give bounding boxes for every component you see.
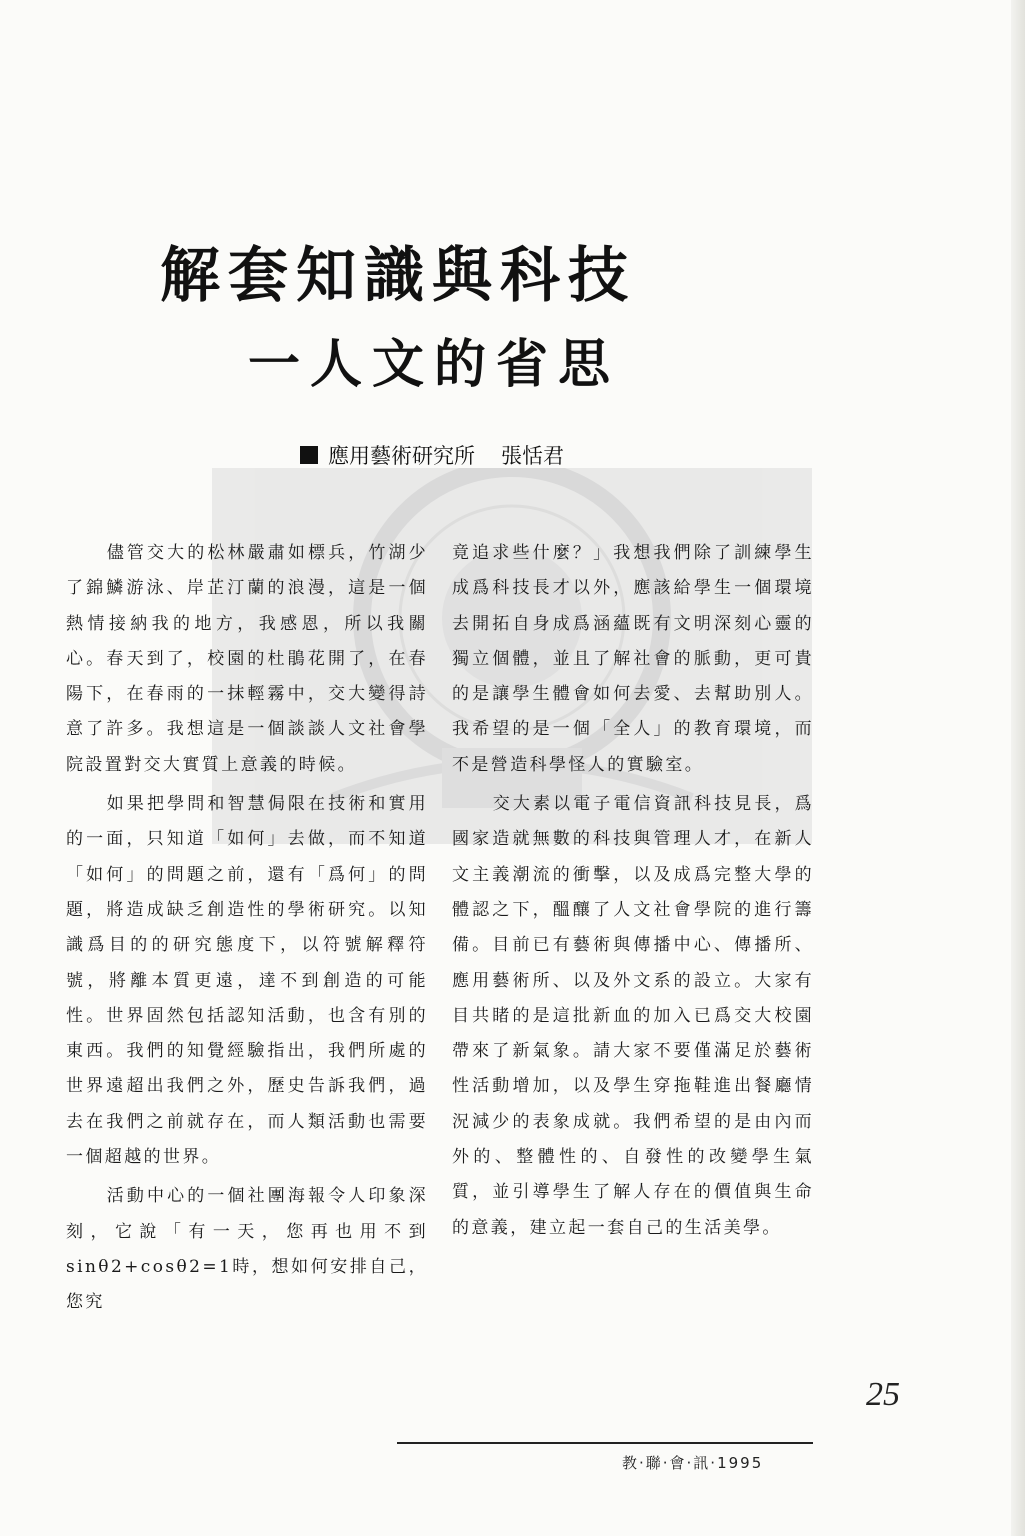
page-edge-shadow (1011, 0, 1025, 1536)
left-column (66, 536, 428, 1321)
page-number: 25 (866, 1376, 900, 1413)
paragraph: 竟追求些什麼？」我想我們除了訓練學生成爲科技長才以外，應該給學生一個環境去開拓自身成爲涵蘊既有文明深刻心靈的獨立個體，並且了解社會的脈動，更可貴的是讓學生體會如何去愛、去幫助別人。我希望的是一個「全人」的教育環境，而不是營造科學怪人的實驗室。 (452, 543, 814, 775)
footer-publication: 教‧聯‧會‧訊‧1995 (622, 1454, 764, 1472)
paragraph: 如果把學問和智慧侷限在技術和實用的一面，只知道「如何」去做，而不知道「如何」的問題之前，還有「爲何」的問題，將造成缺乏創造性的學術研究。以知識爲目的的研究態度下，以符號解釋符號，將離本質更遠，達不到創造的可能性。世界固然包括認知活動，也含有別的東西。我們的知覺經驗指出，我們所處的世界遠超出我們之外，歷史告訴我們，過去在我們之前就存在，而人類活動也需要一個超越的世界。 (66, 794, 428, 1168)
article-subtitle: 一人文的省思 (248, 334, 621, 395)
paragraph: 活動中心的一個社團海報令人印象深刻，它說「有一天，您再也用不到sinθ2+cosθ2=1時，想如何安排自己，您究 (66, 1186, 428, 1313)
article-title: 解套知識與科技 (160, 241, 636, 311)
right-column (452, 536, 814, 1246)
byline-department: 應用藝術研究所 (328, 444, 475, 468)
byline-author: 張恬君 (501, 444, 564, 468)
byline (300, 440, 700, 470)
paragraph: 儘管交大的松林嚴肅如標兵，竹湖少了錦鱗游泳、岸芷汀蘭的浪漫，這是一個熱情接納我的地方，我感恩，所以我關心。春天到了，校園的杜鵑花開了，在春陽下，在春雨的一抹輕霧中，交大變得詩意了許多。我想這是一個談談人文社會學院設置對交大實質上意義的時候。 (66, 543, 428, 775)
black-square-icon (300, 446, 318, 464)
paragraph: 交大素以電子電信資訊科技見長，爲國家造就無數的科技與管理人才，在新人文主義潮流的衝擊，以及成爲完整大學的體認之下，醞釀了人文社會學院的進行籌備。目前已有藝術與傳播中心、傳播所、應用藝術所、以及外文系的設立。大家有目共睹的是這批新血的加入已爲交大校園帶來了新氣象。請大家不要僅滿足於藝術性活動增加，以及學生穿拖鞋進出餐廳情況減少的表象成就。我們希望的是由內而外的、整體性的、自發性的改變學生氣質，並引導學生了解人存在的價值與生命的意義，建立起一套自己的生活美學。 (452, 794, 814, 1238)
footer-rule (397, 1442, 813, 1444)
